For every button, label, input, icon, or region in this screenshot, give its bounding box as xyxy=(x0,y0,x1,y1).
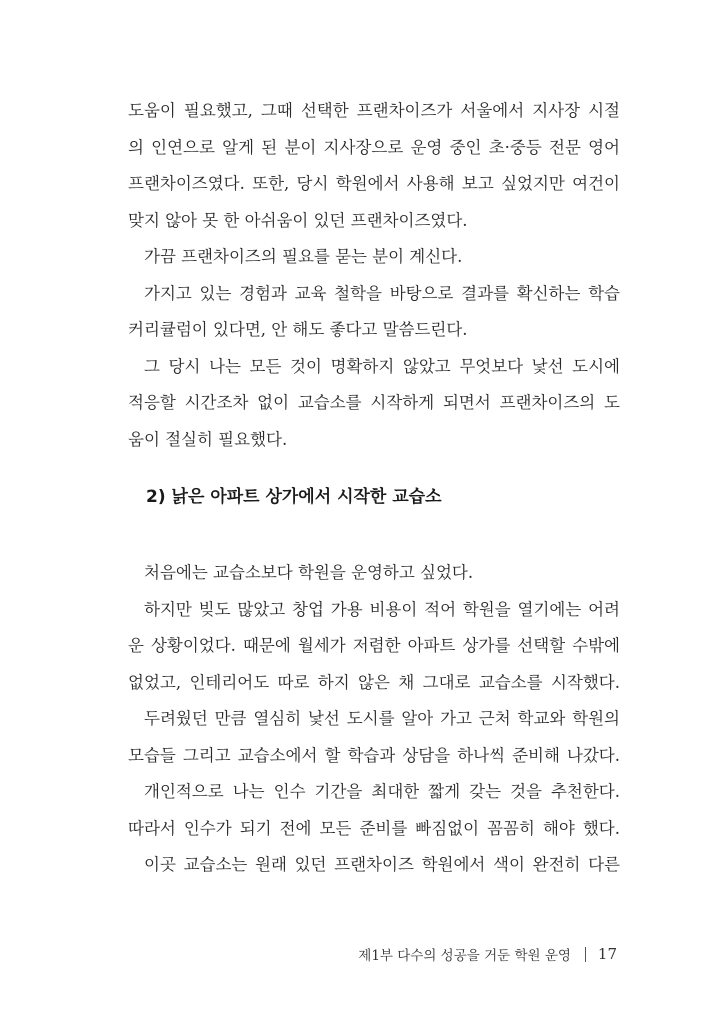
text-line: 가지고 있는 경험과 교육 철학을 바탕으로 결과를 확신하는 학습 xyxy=(144,283,620,303)
body-text-bottom xyxy=(128,555,620,884)
text-line: 프랜차이즈였다. 또한, 당시 학원에서 사용해 보고 싶었지만 여건이 xyxy=(128,174,620,193)
text-line: 맞지 않아 못 한 아쉬움이 있던 프랜차이즈였다. xyxy=(128,210,468,230)
text-line: 그 당시 나는 모든 것이 명확하지 않았고 무엇보다 낯선 도시에 xyxy=(144,356,620,376)
text-line: 처음에는 교습소보다 학원을 운영하고 싶었다. xyxy=(144,563,474,582)
text-line: 의 인연으로 알게 된 분이 지사장으로 운영 중인 초·중등 전문 영어 xyxy=(128,137,620,157)
text-line: 하지만 빚도 많았고 창업 가용 비용이 적어 학원을 열기에는 어려 xyxy=(144,599,620,619)
page-footer xyxy=(358,944,617,964)
text-line: 따라서 인수가 되기 전에 모든 준비를 빠짐없이 꼼꼼히 해야 했다. xyxy=(128,818,620,838)
text-line: 움이 절실히 필요했다. xyxy=(128,429,288,449)
text-line: 개인적으로 나는 인수 기간을 최대한 짧게 갖는 것을 추천한다. xyxy=(144,782,620,801)
text-line: 이곳 교습소는 원래 있던 프랜차이즈 학원에서 색이 완전히 다른 xyxy=(144,855,620,874)
text-line: 두려웠던 만큼 열심히 낯선 도시를 알아 가고 근처 학교와 학원의 xyxy=(144,709,620,728)
text-line: 없었고, 인테리어도 따로 하지 않은 채 그대로 교습소를 시작했다. xyxy=(128,672,620,692)
text-line: 운 상황이었다. 때문에 월세가 저렴한 아파트 상가를 선택할 수밖에 xyxy=(128,636,620,655)
text-line: 적응할 시간조차 없이 교습소를 시작하게 되면서 프랜차이즈의 도 xyxy=(128,393,620,412)
footer-divider xyxy=(585,947,586,962)
page-number: 17 xyxy=(597,945,617,963)
body-text-top xyxy=(128,93,620,458)
text-line: 커리큘럼이 있다면, 안 해도 좋다고 말씀드린다. xyxy=(128,320,468,339)
running-title: 제1부 다수의 성공을 거둔 학원 운영 xyxy=(358,948,571,964)
text-line: 도움이 필요했고, 그때 선택한 프랜차이즈가 서울에서 지사장 시절 xyxy=(128,101,620,120)
text-line: 모습들 그리고 교습소에서 할 학습과 상담을 하나씩 준비해 나갔다. xyxy=(128,745,620,765)
section-heading: 2) 낡은 아파트 상가에서 시작한 교습소 xyxy=(146,487,442,507)
text-line: 가끔 프랜차이즈의 필요를 묻는 분이 계신다. xyxy=(144,247,463,266)
